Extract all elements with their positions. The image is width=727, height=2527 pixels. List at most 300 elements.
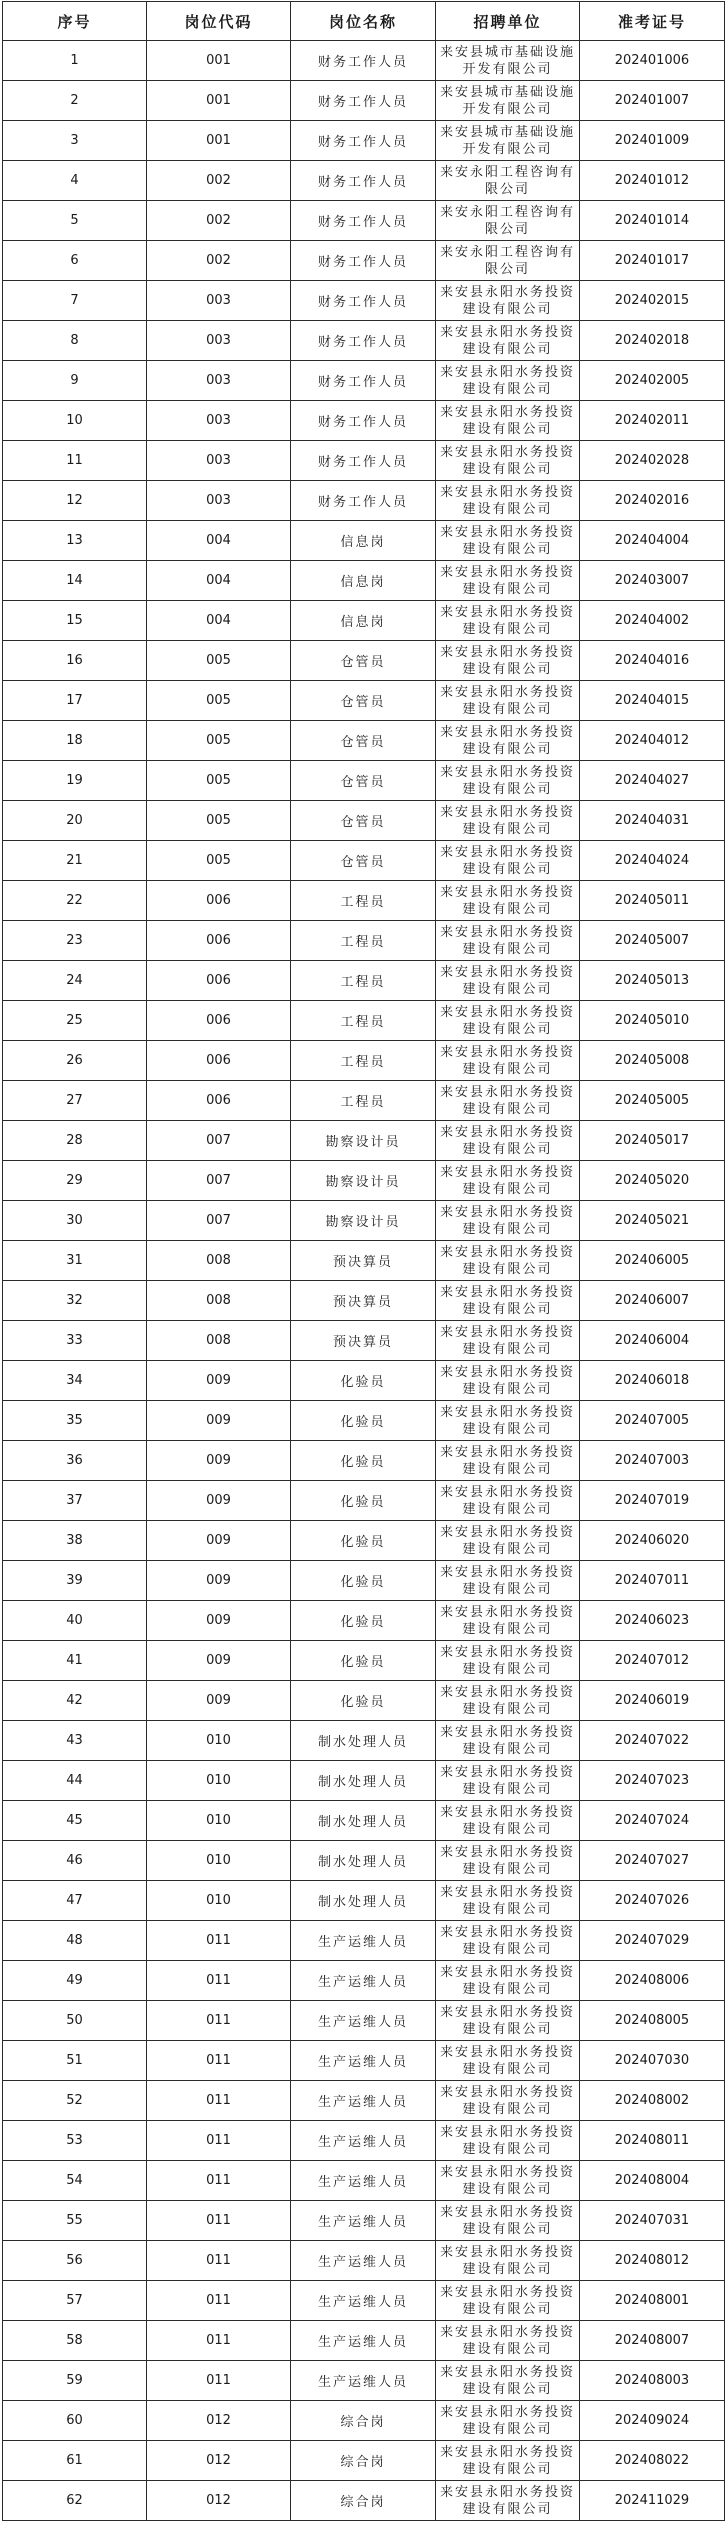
table-row [3,281,725,321]
position-code-cell: 008 [147,1321,291,1361]
employer-cell: 来安永阳工程咨询有限公司 [436,241,580,281]
employer-cell: 来安县永阳水务投资建设有限公司 [436,2081,580,2121]
table-row [3,1441,725,1481]
position-code-cell: 010 [147,1721,291,1761]
seq-cell: 40 [3,1601,147,1641]
position-code-cell: 005 [147,761,291,801]
position-code-cell: 003 [147,361,291,401]
table-row [3,1281,725,1321]
position-name-cell: 财务工作人员 [291,241,436,281]
seq-cell: 36 [3,1441,147,1481]
position-name-cell: 生产运维人员 [291,1921,436,1961]
seq-cell: 46 [3,1841,147,1881]
table-row [3,1121,725,1161]
table-row [3,1921,725,1961]
employer-cell: 来安县永阳水务投资建设有限公司 [436,1521,580,1561]
admission-number-cell: 202401012 [580,161,725,201]
employer-cell: 来安县永阳水务投资建设有限公司 [436,2121,580,2161]
table-row [3,1081,725,1121]
seq-cell: 57 [3,2281,147,2321]
table-row [3,641,725,681]
table-row [3,801,725,841]
position-code-cell: 007 [147,1161,291,1201]
position-code-cell: 009 [147,1401,291,1441]
admission-number-cell: 202408012 [580,2241,725,2281]
position-code-cell: 007 [147,1201,291,1241]
position-code-cell: 008 [147,1241,291,1281]
table-row [3,1721,725,1761]
seq-cell: 30 [3,1201,147,1241]
seq-cell: 53 [3,2121,147,2161]
admission-number-cell: 202409024 [580,2401,725,2441]
position-code-cell: 011 [147,2121,291,2161]
employer-cell: 来安县永阳水务投资建设有限公司 [436,1481,580,1521]
position-code-cell: 006 [147,1081,291,1121]
table-row [3,1801,725,1841]
employer-cell: 来安县永阳水务投资建设有限公司 [436,2321,580,2361]
admission-number-cell: 202405010 [580,1001,725,1041]
position-name-cell: 制水处理人员 [291,1801,436,1841]
position-name-cell: 财务工作人员 [291,41,436,81]
seq-cell: 11 [3,441,147,481]
seq-cell: 55 [3,2201,147,2241]
seq-cell: 8 [3,321,147,361]
position-name-cell: 综合岗 [291,2401,436,2441]
employer-cell: 来安县永阳水务投资建设有限公司 [436,2361,580,2401]
position-code-cell: 012 [147,2481,291,2521]
seq-cell: 17 [3,681,147,721]
admission-number-cell: 202401009 [580,121,725,161]
position-code-cell: 009 [147,1601,291,1641]
position-code-cell: 009 [147,1521,291,1561]
seq-cell: 25 [3,1001,147,1041]
seq-cell: 14 [3,561,147,601]
employer-cell: 来安县永阳水务投资建设有限公司 [436,881,580,921]
position-name-cell: 生产运维人员 [291,1961,436,2001]
position-code-cell: 011 [147,2161,291,2201]
position-code-cell: 007 [147,1121,291,1161]
seq-cell: 20 [3,801,147,841]
header-admission-number: 准考证号 [580,2,725,41]
employer-cell: 来安县永阳水务投资建设有限公司 [436,761,580,801]
position-name-cell: 生产运维人员 [291,2321,436,2361]
admission-number-cell: 202407027 [580,1841,725,1881]
position-code-cell: 011 [147,1921,291,1961]
position-name-cell: 勘察设计员 [291,1161,436,1201]
admission-number-cell: 202404027 [580,761,725,801]
admission-number-cell: 202401014 [580,201,725,241]
position-code-cell: 001 [147,81,291,121]
admission-number-cell: 202405017 [580,1121,725,1161]
seq-cell: 47 [3,1881,147,1921]
table-row [3,561,725,601]
position-name-cell: 生产运维人员 [291,2081,436,2121]
table-row [3,161,725,201]
seq-cell: 12 [3,481,147,521]
seq-cell: 4 [3,161,147,201]
employer-cell: 来安县永阳水务投资建设有限公司 [436,681,580,721]
position-code-cell: 003 [147,401,291,441]
employer-cell: 来安县永阳水务投资建设有限公司 [436,2001,580,2041]
seq-cell: 18 [3,721,147,761]
candidate-table [2,1,725,2521]
position-code-cell: 012 [147,2401,291,2441]
table-row [3,1881,725,1921]
employer-cell: 来安县永阳水务投资建设有限公司 [436,721,580,761]
admission-number-cell: 202402011 [580,401,725,441]
employer-cell: 来安县永阳水务投资建设有限公司 [436,1361,580,1401]
seq-cell: 56 [3,2241,147,2281]
position-name-cell: 化验员 [291,1441,436,1481]
table-row [3,2361,725,2401]
seq-cell: 24 [3,961,147,1001]
seq-cell: 32 [3,1281,147,1321]
position-name-cell: 化验员 [291,1561,436,1601]
employer-cell: 来安县永阳水务投资建设有限公司 [436,521,580,561]
position-name-cell: 仓管员 [291,641,436,681]
admission-number-cell: 202408007 [580,2321,725,2361]
seq-cell: 44 [3,1761,147,1801]
admission-number-cell: 202401017 [580,241,725,281]
table-row [3,681,725,721]
admission-number-cell: 202408001 [580,2281,725,2321]
position-name-cell: 生产运维人员 [291,2361,436,2401]
table-row [3,1041,725,1081]
admission-number-cell: 202405013 [580,961,725,1001]
table-row [3,2441,725,2481]
position-name-cell: 仓管员 [291,681,436,721]
employer-cell: 来安县永阳水务投资建设有限公司 [436,2241,580,2281]
employer-cell: 来安县永阳水务投资建设有限公司 [436,601,580,641]
seq-cell: 41 [3,1641,147,1681]
position-code-cell: 011 [147,2001,291,2041]
admission-number-cell: 202402015 [580,281,725,321]
table-row [3,721,725,761]
table-body [3,41,725,2521]
admission-number-cell: 202402028 [580,441,725,481]
employer-cell: 来安县永阳水务投资建设有限公司 [436,361,580,401]
seq-cell: 50 [3,2001,147,2041]
header-seq: 序号 [3,2,147,41]
position-name-cell: 财务工作人员 [291,361,436,401]
seq-cell: 61 [3,2441,147,2481]
position-code-cell: 001 [147,41,291,81]
seq-cell: 45 [3,1801,147,1841]
table-row [3,2321,725,2361]
position-code-cell: 011 [147,2041,291,2081]
seq-cell: 16 [3,641,147,681]
admission-number-cell: 202404016 [580,641,725,681]
employer-cell: 来安县永阳水务投资建设有限公司 [436,1201,580,1241]
admission-number-cell: 202406023 [580,1601,725,1641]
position-code-cell: 004 [147,561,291,601]
table-row [3,1561,725,1601]
table-row [3,841,725,881]
employer-cell: 来安县永阳水务投资建设有限公司 [436,1241,580,1281]
position-code-cell: 011 [147,2081,291,2121]
position-name-cell: 财务工作人员 [291,81,436,121]
table-row [3,1161,725,1201]
position-code-cell: 010 [147,1761,291,1801]
employer-cell: 来安永阳工程咨询有限公司 [436,161,580,201]
employer-cell: 来安永阳工程咨询有限公司 [436,201,580,241]
position-code-cell: 005 [147,801,291,841]
position-name-cell: 生产运维人员 [291,2241,436,2281]
table-row [3,1401,725,1441]
position-name-cell: 仓管员 [291,841,436,881]
table-row [3,321,725,361]
position-name-cell: 生产运维人员 [291,2201,436,2241]
admission-number-cell: 202408011 [580,2121,725,2161]
position-code-cell: 006 [147,921,291,961]
position-name-cell: 制水处理人员 [291,1881,436,1921]
employer-cell: 来安县永阳水务投资建设有限公司 [436,1881,580,1921]
admission-number-cell: 202402018 [580,321,725,361]
position-name-cell: 仓管员 [291,761,436,801]
admission-number-cell: 202411029 [580,2481,725,2521]
table-row [3,1961,725,2001]
admission-number-cell: 202408022 [580,2441,725,2481]
position-name-cell: 化验员 [291,1601,436,1641]
table-row [3,2041,725,2081]
table-row [3,81,725,121]
table-row [3,1201,725,1241]
position-name-cell: 预决算员 [291,1281,436,1321]
table-row [3,1481,725,1521]
seq-cell: 27 [3,1081,147,1121]
position-code-cell: 011 [147,2281,291,2321]
table-row [3,2481,725,2521]
admission-number-cell: 202408005 [580,2001,725,2041]
seq-cell: 58 [3,2321,147,2361]
position-code-cell: 004 [147,521,291,561]
seq-cell: 9 [3,361,147,401]
seq-cell: 60 [3,2401,147,2441]
table-row [3,1361,725,1401]
position-code-cell: 006 [147,961,291,1001]
admission-number-cell: 202407026 [580,1881,725,1921]
seq-cell: 34 [3,1361,147,1401]
employer-cell: 来安县永阳水务投资建设有限公司 [436,1801,580,1841]
seq-cell: 1 [3,41,147,81]
employer-cell: 来安县永阳水务投资建设有限公司 [436,641,580,681]
admission-number-cell: 202404024 [580,841,725,881]
position-code-cell: 009 [147,1441,291,1481]
employer-cell: 来安县永阳水务投资建设有限公司 [436,1601,580,1641]
employer-cell: 来安县永阳水务投资建设有限公司 [436,2481,580,2521]
header-row [3,2,725,41]
table-row [3,2161,725,2201]
table-row [3,961,725,1001]
admission-number-cell: 202407012 [580,1641,725,1681]
employer-cell: 来安县永阳水务投资建设有限公司 [436,2041,580,2081]
table-row [3,241,725,281]
employer-cell: 来安县永阳水务投资建设有限公司 [436,1001,580,1041]
seq-cell: 6 [3,241,147,281]
table-row [3,2121,725,2161]
admission-number-cell: 202407031 [580,2201,725,2241]
seq-cell: 35 [3,1401,147,1441]
admission-number-cell: 202406020 [580,1521,725,1561]
position-name-cell: 工程员 [291,961,436,1001]
position-code-cell: 011 [147,2361,291,2401]
position-name-cell: 综合岗 [291,2481,436,2521]
employer-cell: 来安县永阳水务投资建设有限公司 [436,1401,580,1441]
position-name-cell: 勘察设计员 [291,1121,436,1161]
employer-cell: 来安县城市基础设施开发有限公司 [436,121,580,161]
seq-cell: 5 [3,201,147,241]
employer-cell: 来安县永阳水务投资建设有限公司 [436,1761,580,1801]
position-code-cell: 008 [147,1281,291,1321]
employer-cell: 来安县永阳水务投资建设有限公司 [436,1961,580,2001]
position-name-cell: 财务工作人员 [291,401,436,441]
seq-cell: 51 [3,2041,147,2081]
admission-number-cell: 202404031 [580,801,725,841]
position-code-cell: 006 [147,881,291,921]
position-code-cell: 011 [147,1961,291,2001]
admission-number-cell: 202403007 [580,561,725,601]
position-code-cell: 009 [147,1481,291,1521]
position-name-cell: 仓管员 [291,801,436,841]
admission-number-cell: 202401007 [580,81,725,121]
position-name-cell: 工程员 [291,881,436,921]
position-code-cell: 009 [147,1641,291,1681]
employer-cell: 来安县永阳水务投资建设有限公司 [436,961,580,1001]
position-name-cell: 预决算员 [291,1321,436,1361]
employer-cell: 来安县永阳水务投资建设有限公司 [436,1921,580,1961]
position-name-cell: 化验员 [291,1361,436,1401]
table-row [3,1841,725,1881]
admission-number-cell: 202406007 [580,1281,725,1321]
admission-number-cell: 202407003 [580,1441,725,1481]
position-name-cell: 信息岗 [291,521,436,561]
admission-number-cell: 202406004 [580,1321,725,1361]
employer-cell: 来安县永阳水务投资建设有限公司 [436,481,580,521]
position-name-cell: 工程员 [291,921,436,961]
seq-cell: 29 [3,1161,147,1201]
table-row [3,1241,725,1281]
admission-number-cell: 202407024 [580,1801,725,1841]
employer-cell: 来安县永阳水务投资建设有限公司 [436,1041,580,1081]
position-code-cell: 002 [147,201,291,241]
employer-cell: 来安县永阳水务投资建设有限公司 [436,2401,580,2441]
admission-number-cell: 202405021 [580,1201,725,1241]
seq-cell: 42 [3,1681,147,1721]
table-row [3,2201,725,2241]
seq-cell: 49 [3,1961,147,2001]
admission-number-cell: 202404002 [580,601,725,641]
position-code-cell: 003 [147,481,291,521]
table-row [3,361,725,401]
admission-number-cell: 202401006 [580,41,725,81]
table-row [3,201,725,241]
position-name-cell: 生产运维人员 [291,2001,436,2041]
table-row [3,121,725,161]
admission-number-cell: 202407019 [580,1481,725,1521]
header-position-name: 岗位名称 [291,2,436,41]
seq-cell: 19 [3,761,147,801]
position-code-cell: 010 [147,1841,291,1881]
table-row [3,2281,725,2321]
employer-cell: 来安县永阳水务投资建设有限公司 [436,2441,580,2481]
employer-cell: 来安县永阳水务投资建设有限公司 [436,1441,580,1481]
seq-cell: 21 [3,841,147,881]
seq-cell: 7 [3,281,147,321]
admission-number-cell: 202405011 [580,881,725,921]
position-name-cell: 制水处理人员 [291,1721,436,1761]
table-row [3,2081,725,2121]
position-name-cell: 生产运维人员 [291,2041,436,2081]
table-row [3,1761,725,1801]
table-row [3,1641,725,1681]
employer-cell: 来安县永阳水务投资建设有限公司 [436,2201,580,2241]
position-code-cell: 005 [147,681,291,721]
seq-cell: 28 [3,1121,147,1161]
seq-cell: 38 [3,1521,147,1561]
position-name-cell: 生产运维人员 [291,2161,436,2201]
admission-number-cell: 202404004 [580,521,725,561]
employer-cell: 来安县永阳水务投资建设有限公司 [436,1721,580,1761]
employer-cell: 来安县永阳水务投资建设有限公司 [436,401,580,441]
position-code-cell: 011 [147,2321,291,2361]
employer-cell: 来安县永阳水务投资建设有限公司 [436,841,580,881]
header-employer: 招聘单位 [436,2,580,41]
position-code-cell: 003 [147,281,291,321]
position-code-cell: 009 [147,1361,291,1401]
admission-number-cell: 202408002 [580,2081,725,2121]
seq-cell: 22 [3,881,147,921]
table-row [3,521,725,561]
employer-cell: 来安县永阳水务投资建设有限公司 [436,1641,580,1681]
seq-cell: 10 [3,401,147,441]
position-name-cell: 仓管员 [291,721,436,761]
position-name-cell: 预决算员 [291,1241,436,1281]
seq-cell: 39 [3,1561,147,1601]
seq-cell: 13 [3,521,147,561]
position-name-cell: 财务工作人员 [291,481,436,521]
employer-cell: 来安县永阳水务投资建设有限公司 [436,1561,580,1601]
seq-cell: 15 [3,601,147,641]
seq-cell: 59 [3,2361,147,2401]
position-name-cell: 生产运维人员 [291,2281,436,2321]
position-name-cell: 信息岗 [291,561,436,601]
position-code-cell: 011 [147,2201,291,2241]
results-sheet [2,1,725,2521]
admission-number-cell: 202406019 [580,1681,725,1721]
position-code-cell: 006 [147,1001,291,1041]
table-row [3,1321,725,1361]
position-code-cell: 002 [147,161,291,201]
employer-cell: 来安县城市基础设施开发有限公司 [436,81,580,121]
position-code-cell: 009 [147,1561,291,1601]
position-name-cell: 综合岗 [291,2441,436,2481]
position-name-cell: 财务工作人员 [291,161,436,201]
admission-number-cell: 202407030 [580,2041,725,2081]
position-code-cell: 012 [147,2441,291,2481]
seq-cell: 31 [3,1241,147,1281]
position-name-cell: 财务工作人员 [291,441,436,481]
seq-cell: 33 [3,1321,147,1361]
admission-number-cell: 202408003 [580,2361,725,2401]
position-code-cell: 002 [147,241,291,281]
position-name-cell: 工程员 [291,1001,436,1041]
seq-cell: 48 [3,1921,147,1961]
table-row [3,921,725,961]
admission-number-cell: 202407023 [580,1761,725,1801]
position-name-cell: 化验员 [291,1641,436,1681]
employer-cell: 来安县永阳水务投资建设有限公司 [436,801,580,841]
admission-number-cell: 202405007 [580,921,725,961]
